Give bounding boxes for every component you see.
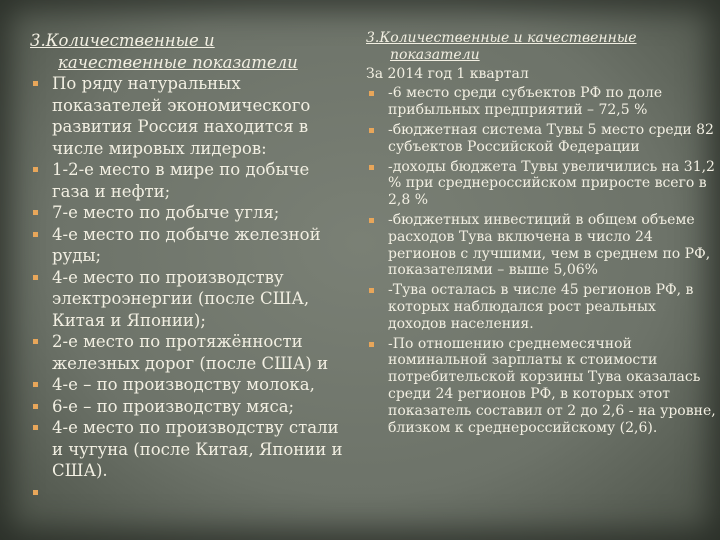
left-bullet-list bbox=[30, 73, 350, 503]
list-item bbox=[366, 336, 716, 437]
list-item bbox=[30, 396, 350, 418]
left-title-line1: 3.Количественные и bbox=[30, 31, 215, 50]
right-subtitle: За 2014 год 1 квартал bbox=[366, 65, 529, 82]
right-title-line2: показатели bbox=[390, 46, 480, 63]
bullet-icon bbox=[33, 339, 38, 344]
bullet-icon bbox=[33, 404, 38, 409]
right-title-line1: 3.Количественные и качественные bbox=[366, 30, 637, 46]
bullet-icon bbox=[33, 210, 38, 215]
list-item-text: -По отношению среднемесячной номинальной зарплаты к стоимости потребительской корзины Тува оказалась среди 24 регионов РФ, в которых этот показатель составил от 2 до 2,6 - на уровне, близком к среднероссийскому (2,6). bbox=[388, 335, 716, 436]
list-item-text: 1-2-е место в мире по добыче газа и нефти; bbox=[52, 160, 310, 201]
list-item bbox=[30, 202, 350, 224]
bullet-icon bbox=[33, 490, 38, 495]
right-column bbox=[366, 30, 716, 436]
list-item-text: 6-е – по производству мяса; bbox=[52, 396, 295, 416]
list-item bbox=[30, 417, 350, 482]
list-item bbox=[366, 85, 716, 119]
list-item bbox=[30, 224, 350, 267]
bullet-icon bbox=[33, 167, 38, 172]
list-item bbox=[30, 73, 350, 159]
right-title bbox=[366, 30, 716, 64]
list-item-text: -Тува осталась в числе 45 регионов РФ, в которых наблюдался рост реальных доходов населения. bbox=[388, 282, 694, 332]
list-item bbox=[366, 159, 716, 209]
list-item bbox=[30, 374, 350, 396]
list-item-text: 4-е место по производству стали и чугуна (после Китая, Японии и США). bbox=[52, 418, 343, 480]
right-bullet-list bbox=[366, 85, 716, 436]
bullet-icon bbox=[369, 218, 374, 223]
bullet-icon bbox=[369, 342, 374, 347]
bullet-icon bbox=[33, 81, 38, 86]
list-item-text: 4-е – по производству молока, bbox=[52, 375, 315, 394]
list-item-text bbox=[52, 483, 57, 502]
list-item-text: -бюджетная система Тувы 5 место среди 82 субъектов Российской Федерации bbox=[388, 121, 714, 155]
list-item-text: По ряду натуральных показателей экономического развития Россия находится в числе мировых лидеров: bbox=[52, 74, 311, 158]
list-item-text: 4-е место по добыче железной руды; bbox=[52, 224, 321, 265]
left-column bbox=[30, 30, 350, 503]
bullet-icon bbox=[33, 425, 38, 430]
bullet-icon bbox=[369, 165, 374, 170]
list-item bbox=[366, 122, 716, 156]
list-item bbox=[366, 212, 716, 279]
list-item-text: -6 место среди субъектов РФ по доле прибыльных предприятий – 72,5 % bbox=[388, 85, 663, 119]
list-item-text: 2-е место по протяжённости железных дорог (после США) и bbox=[52, 332, 329, 373]
bullet-icon bbox=[369, 128, 374, 133]
bullet-icon bbox=[33, 232, 38, 237]
bullet-icon bbox=[33, 382, 38, 387]
list-item-text: 7-е место по добыче угля; bbox=[52, 203, 280, 222]
bullet-icon bbox=[369, 91, 374, 96]
bullet-icon bbox=[369, 288, 374, 293]
list-item bbox=[30, 482, 350, 504]
list-item bbox=[30, 331, 350, 374]
list-item-text: 4-е место по производству электроэнергии (после США, Китая и Японии); bbox=[52, 267, 310, 330]
left-title-line2: качественные показатели bbox=[58, 52, 298, 72]
list-item-text: -бюджетных инвестиций в общем объеме расходов Тува включена в число 24 регионов с лучшими, чем в среднем по РФ, показателями – выше 5,06% bbox=[388, 211, 711, 279]
left-title bbox=[30, 30, 350, 73]
bullet-icon bbox=[33, 275, 38, 280]
list-item bbox=[30, 159, 350, 202]
list-item bbox=[366, 282, 716, 332]
list-item-text: -доходы бюджета Тувы увеличились на 31,2 % при среднероссийском приросте всего в 2,8 % bbox=[388, 158, 715, 209]
list-item bbox=[30, 267, 350, 332]
